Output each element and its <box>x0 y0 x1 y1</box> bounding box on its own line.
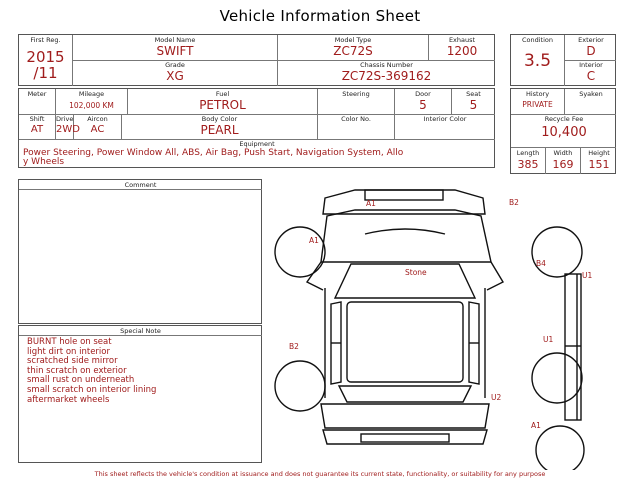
chassis-value: ZC72S-369162 <box>341 69 432 83</box>
car-diagram <box>265 178 625 470</box>
history-box <box>510 88 616 174</box>
special-note-line: light dirt on interior <box>27 346 110 357</box>
exhaust-value: 1200 <box>446 44 478 58</box>
vehicle-info-table <box>18 34 495 86</box>
aircon-label: Aircon <box>87 115 108 123</box>
color-no-label: Color No. <box>341 115 371 123</box>
exhaust-label: Exhaust <box>448 36 476 44</box>
history-label: History <box>525 90 550 98</box>
chassis-label: Chassis Number <box>360 61 413 69</box>
comment-box <box>18 179 262 324</box>
damage-mark-u1-mid: U1 <box>543 335 554 344</box>
meter-label: Meter <box>27 90 47 98</box>
height-label: Height <box>588 149 610 157</box>
first-reg-month: /11 <box>33 64 58 82</box>
special-note-line: BURNT hole on seat <box>27 337 112 347</box>
damage-mark-a1-rear: A1 <box>531 421 541 430</box>
damage-mark-a1-front: A1 <box>366 199 376 208</box>
condition-value: 3.5 <box>523 51 552 71</box>
car-outline <box>265 178 625 470</box>
interior-label: Interior <box>579 61 603 69</box>
first-reg-year: 2015 <box>26 48 65 66</box>
vehicle-specs-table <box>18 88 495 168</box>
drive-label: Drive <box>56 115 74 123</box>
body-color-value: PEARL <box>200 123 239 137</box>
length-value: 385 <box>517 158 539 171</box>
sheet-title: Vehicle Information Sheet <box>219 7 421 25</box>
damage-mark-a1-left: A1 <box>309 236 319 245</box>
condition-label: Condition <box>521 36 554 44</box>
shift-label: Shift <box>29 115 45 123</box>
fuel-label: Fuel <box>215 90 230 98</box>
exterior-value: D <box>586 44 596 58</box>
special-note-box <box>18 325 262 463</box>
model-name-value: SWIFT <box>156 44 194 58</box>
interior-color-label: Interior Color <box>423 115 467 123</box>
width-value: 169 <box>552 158 574 171</box>
disclaimer-footer: This sheet reflects the vehicle's condition at issuance and does not guarantee its current state, functionality, or suitability for any purpose <box>94 470 546 478</box>
width-label: Width <box>553 149 573 157</box>
damage-mark-b4: B4 <box>536 259 546 268</box>
equipment-line-1: Power Steering, Power Window All, ABS, Air Bag, Push Start, Navigation System, Allo <box>23 148 404 158</box>
fuel-value: PETROL <box>199 98 246 112</box>
mileage-label: Mileage <box>78 90 105 98</box>
special-note-line: small rust on underneath <box>27 375 135 386</box>
seat-label: Seat <box>466 90 481 98</box>
body-color-label: Body Color <box>201 115 238 123</box>
height-value: 151 <box>588 158 610 171</box>
model-type-value: ZC72S <box>333 44 373 58</box>
damage-mark-b2-front: B2 <box>509 198 519 207</box>
special-note-line: scratched side mirror <box>27 356 118 367</box>
condition-box <box>510 34 616 86</box>
comment-label: Comment <box>124 181 157 189</box>
recycle-fee-value: 10,400 <box>541 125 587 140</box>
door-value: 5 <box>419 98 427 112</box>
syaken-label: Syaken <box>579 90 603 98</box>
steering-label: Steering <box>342 90 370 98</box>
equipment-line-2: y Wheels <box>23 157 65 167</box>
grade-label: Grade <box>165 61 185 69</box>
special-note-line: thin scratch on exterior <box>27 365 127 376</box>
interior-value: C <box>586 69 596 83</box>
first-reg-label: First Reg. <box>30 36 61 44</box>
history-value: PRIVATE <box>522 100 553 109</box>
damage-mark-stone: Stone <box>405 268 427 277</box>
mileage-value: 102,000 KM <box>69 101 114 110</box>
damage-mark-b2-left: B2 <box>289 342 299 351</box>
model-name-label: Model Name <box>154 36 196 44</box>
special-note-line: aftermarket wheels <box>27 394 110 405</box>
special-note-line: small scratch on interior lining <box>27 384 157 395</box>
shift-value: AT <box>30 124 44 135</box>
recycle-fee-label: Recycle Fee <box>544 115 584 123</box>
damage-mark-u1-right: U1 <box>582 271 593 280</box>
seat-value: 5 <box>469 98 478 112</box>
exterior-label: Exterior <box>578 36 604 44</box>
special-note-label: Special Note <box>120 327 161 335</box>
drive-value: 2WD <box>56 124 80 135</box>
door-label: Door <box>415 90 431 98</box>
damage-mark-u2: U2 <box>491 393 502 402</box>
aircon-value: AC <box>90 124 105 135</box>
length-label: Length <box>516 149 540 157</box>
equipment-label: Equipment <box>239 140 275 148</box>
grade-value: XG <box>166 69 184 83</box>
model-type-label: Model Type <box>334 36 372 44</box>
